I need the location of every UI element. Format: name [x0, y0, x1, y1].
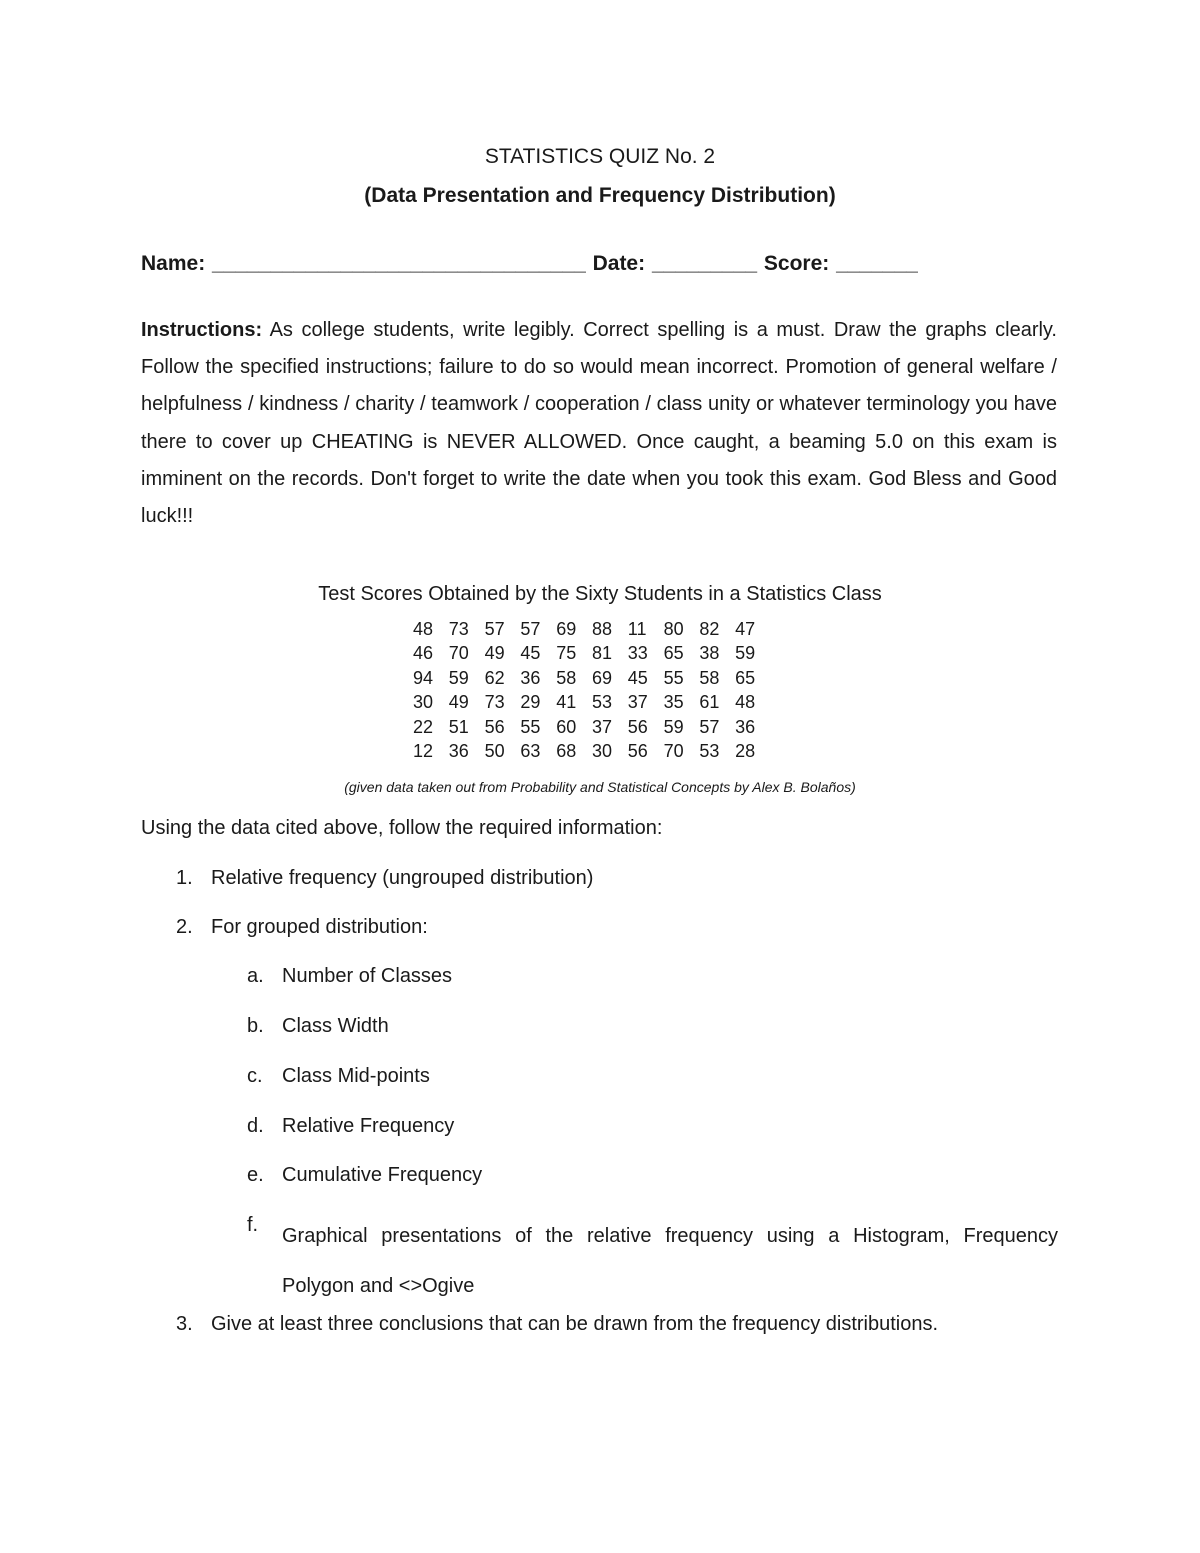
quiz-subtitle: (Data Presentation and Frequency Distribution)	[364, 184, 836, 207]
score-cell: 35	[663, 692, 684, 713]
score-cell: 49	[484, 643, 505, 664]
subitem-letter-d: d.	[247, 1115, 264, 1137]
score-cell: 22	[413, 716, 434, 737]
score-cell: 65	[735, 667, 756, 688]
subitem-letter-f: f.	[247, 1214, 259, 1236]
score-cell: 46	[413, 643, 434, 664]
score-cell: 57	[520, 619, 541, 639]
score-cell: 11	[627, 619, 647, 639]
score-cell: 75	[556, 643, 577, 664]
score-cell: 61	[699, 692, 720, 713]
score-cell: 55	[663, 667, 684, 688]
subitem-text-c: Class Mid-points	[282, 1065, 430, 1087]
score-cell: 12	[413, 740, 434, 761]
table-row	[413, 692, 771, 716]
item-number-2: 2.	[176, 916, 193, 938]
score-cell: 69	[591, 667, 613, 688]
table-row	[413, 619, 771, 643]
task-intro: Using the data cited above, follow the required information:	[141, 817, 663, 839]
score-cell: 62	[484, 667, 505, 688]
table-row	[413, 668, 771, 692]
score-cell: 81	[591, 643, 613, 664]
item-number-1: 1.	[176, 867, 193, 889]
score-cell: 57	[484, 619, 505, 639]
score-cell: 59	[663, 716, 684, 737]
score-cell: 68	[556, 740, 577, 761]
data-source-note: (given data taken out from Probability and Statistical Concepts by Alex B. Bolaños)	[344, 779, 856, 795]
subitem-text-b: Class Width	[282, 1015, 389, 1037]
score-cell: 63	[520, 740, 541, 761]
score-cell: 48	[413, 619, 434, 639]
subitem-text-f: Graphical presentations of the relative frequency using a Histogram, Frequency Polygon and <>Ogive	[282, 1225, 1058, 1297]
score-cell: 30	[591, 740, 613, 761]
scores-table	[413, 619, 771, 765]
subitem-letter-c: c.	[247, 1065, 263, 1087]
score-cell: 60	[556, 716, 577, 737]
score-cell: 36	[448, 740, 469, 761]
instructions-paragraph	[141, 312, 1057, 535]
score-cell: 30	[413, 692, 434, 713]
score-cell: 69	[556, 619, 577, 639]
score-cell: 59	[735, 643, 756, 664]
score-cell: 55	[520, 716, 541, 737]
score-cell: 88	[591, 619, 613, 639]
subitem-letter-e: e.	[247, 1164, 264, 1186]
score-cell: 57	[699, 716, 720, 737]
subitem-text-a: Number of Classes	[282, 965, 453, 987]
instructions-label: Instructions:	[141, 319, 263, 341]
score-cell: 49	[448, 692, 469, 713]
student-info-line: Name: ________________________________ Date: _________ Score: _______	[141, 252, 918, 275]
score-cell: 65	[663, 643, 684, 664]
quiz-title: STATISTICS QUIZ No. 2	[484, 145, 716, 168]
instructions-text: As college students, write legibly. Correct spelling is a must. Draw the graphs clearly. Follow the specified instructions; failure to do so would mean incorrect. Promotion of general welfare / helpfulness / kindness / charity / teamwork / cooperation / class unity or whatever terminology you have there to cover up CHEATING is NEVER ALLOWED. Once caught, a beaming 5.0 on this exam is imminent on the records. Don't forget to write the date when you took this exam. God Bless and Good luck!!!	[141, 319, 1057, 528]
table-row	[413, 741, 771, 765]
score-cell: 48	[735, 692, 756, 713]
score-cell: 56	[627, 716, 648, 737]
subitem-text-d: Relative Frequency	[282, 1115, 455, 1137]
item-text-3: Give at least three conclusions that can be drawn from the frequency distributions.	[211, 1313, 939, 1335]
score-cell: 53	[591, 692, 613, 713]
item-text-1: Relative frequency (ungrouped distribution)	[211, 867, 594, 889]
score-cell: 70	[448, 643, 469, 664]
score-cell: 58	[556, 667, 577, 688]
score-cell: 45	[520, 643, 541, 664]
item-number-3: 3.	[176, 1313, 193, 1335]
score-cell: 73	[484, 692, 505, 713]
score-cell: 37	[627, 692, 648, 713]
score-cell: 36	[735, 716, 756, 737]
score-cell: 28	[735, 740, 756, 761]
subitem-letter-b: b.	[247, 1015, 264, 1037]
score-cell: 53	[699, 740, 720, 761]
score-cell: 59	[448, 667, 469, 688]
table-row	[413, 717, 771, 741]
item-text-2: For grouped distribution:	[211, 916, 428, 938]
score-cell: 94	[413, 667, 434, 688]
score-cell: 37	[591, 716, 613, 737]
score-cell: 41	[556, 692, 577, 713]
score-cell: 56	[627, 740, 648, 761]
score-cell: 70	[663, 740, 684, 761]
score-cell: 58	[699, 667, 720, 688]
score-cell: 45	[627, 667, 648, 688]
score-cell: 29	[520, 692, 541, 713]
data-table-title: Test Scores Obtained by the Sixty Students in a Statistics Class	[318, 583, 882, 605]
score-cell: 82	[699, 619, 720, 639]
score-cell: 50	[484, 740, 505, 761]
subitem-letter-a: a.	[247, 965, 264, 987]
score-cell: 36	[520, 667, 541, 688]
score-cell: 80	[663, 619, 684, 639]
score-cell: 33	[627, 643, 648, 664]
score-cell: 51	[448, 716, 469, 737]
score-cell: 56	[484, 716, 505, 737]
subitem-text-e: Cumulative Frequency	[282, 1164, 483, 1186]
score-cell: 38	[699, 643, 720, 664]
table-row	[413, 643, 771, 667]
score-cell: 73	[448, 619, 469, 639]
score-cell: 47	[735, 619, 756, 639]
